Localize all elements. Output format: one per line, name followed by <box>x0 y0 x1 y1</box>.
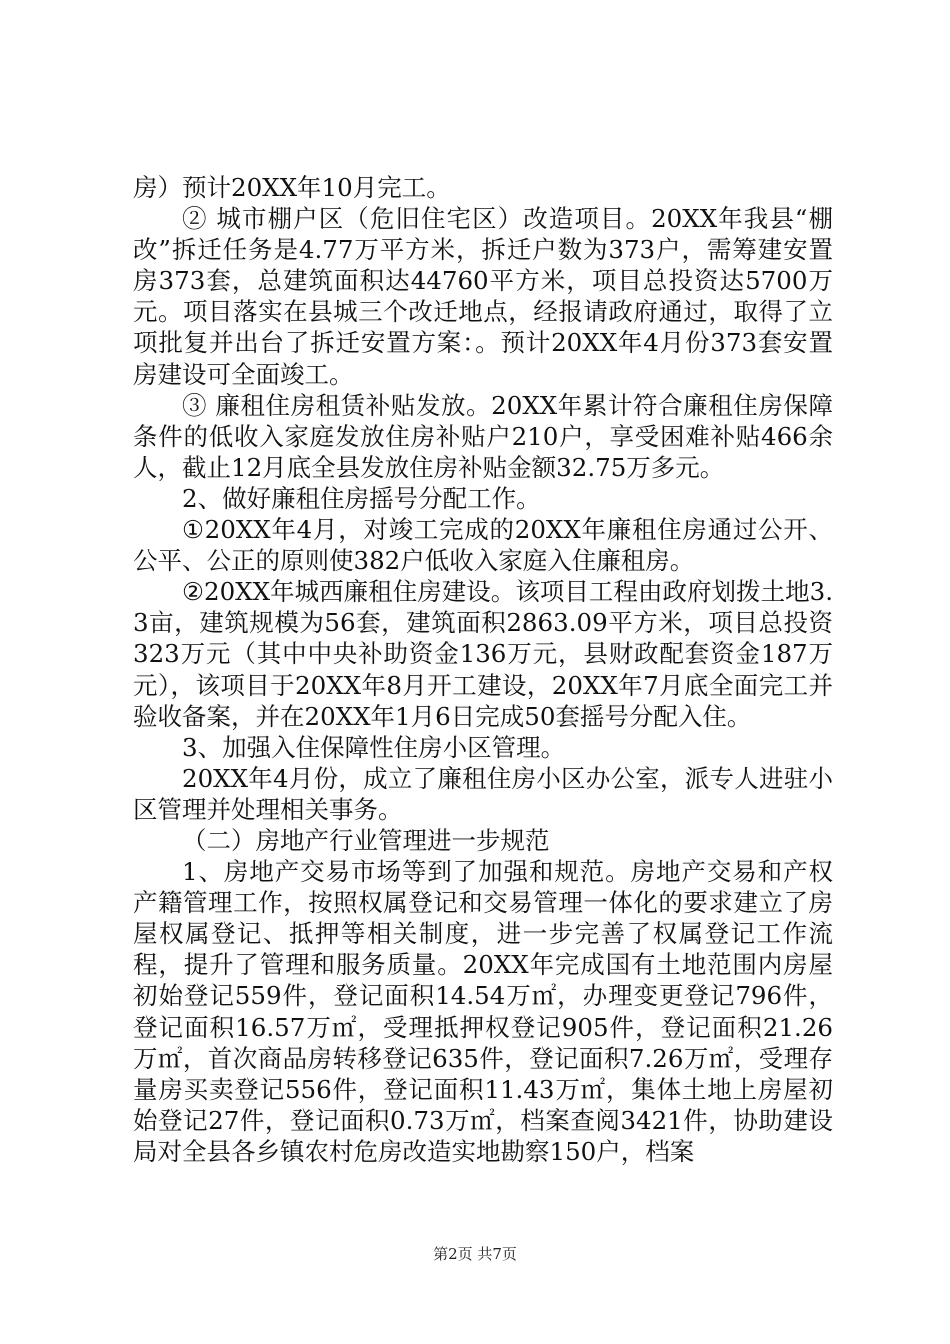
paragraph-10: 1、房地产交易市场等到了加强和规范。房地产交易和产权产籍管理工作，按照权属登记和交易管理一体化的要求建立了房屋权属登记、抵押等相关制度，进一步完善了权属登记工作流程，提升了管理和服务质量。20XX年完成国有土地范围内房屋初始登记559件，登记面积14.54万㎡，办理变更登记796件，登记面积16.57万㎡，受理抵押权登记905件，登记面积21.26万㎡，首次商品房转移登记635件，登记面积7.26万㎡，受理存量房买卖登记556件，登记面积11.43万㎡，集体土地上房屋初始登记27件，登记面积0.73万㎡，档案查阅3421件，协助建设局对全县各乡镇农村危房改造实地勘察150户，档案 <box>133 857 833 1166</box>
paragraph-1: 房）预计20XX年10月完工。 <box>133 173 451 202</box>
paragraph-6: ②20XX年城西廉租住房建设。该项目工程由政府划拨土地3.3亩，建筑规模为56套，建筑面积2863.09平方米，项目总投资323万元（其中中央补助资金136万元，县财政配套资金187万元），该项目于20XX年8月开工建设，20XX年7月底全面完工并验收备案，并在20XX年1月6日完成50套摇号分配入住。 <box>133 577 833 731</box>
paragraph-5: ①20XX年4月，对竣工完成的20XX年廉租住房通过公开、公平、公正的原则使382户低收入家庭入住廉租房。 <box>133 515 833 576</box>
paragraph-2: ② 城市棚户区（危旧住宅区）改造项目。20XX年我县“棚改”拆迁任务是4.77万平方米，拆迁户数为373户，需筹建安置房373套，总建筑面积达44760平方米，项目总投资达5700万元。项目落实在县城三个改迁地点，经报请政府通过，取得了立项批复并出台了拆迁安置方案：。预计20XX年4月份373套安置房建设可全面竣工。 <box>133 204 833 389</box>
paragraph-7: 3、加强入住保障性住房小区管理。 <box>182 732 566 762</box>
document-body <box>133 172 833 1167</box>
section-heading: （二）房地产行业管理进一步规范 <box>182 825 550 855</box>
page-number-footer: 第2页 共7页 <box>433 1245 517 1263</box>
paragraph-3: ③ 廉租住房租赁补贴发放。20XX年累计符合廉租住房保障条件的低收入家庭发放住房补贴户210户，享受困难补贴466余人，截止12月底全县发放住房补贴金额32.75万多元。 <box>133 390 833 482</box>
paragraph-8: 20XX年4月份，成立了廉租住房小区办公室，派专人进驻小区管理并处理相关事务。 <box>133 763 833 824</box>
paragraph-4: 2、做好廉租住房摇号分配工作。 <box>182 483 541 513</box>
